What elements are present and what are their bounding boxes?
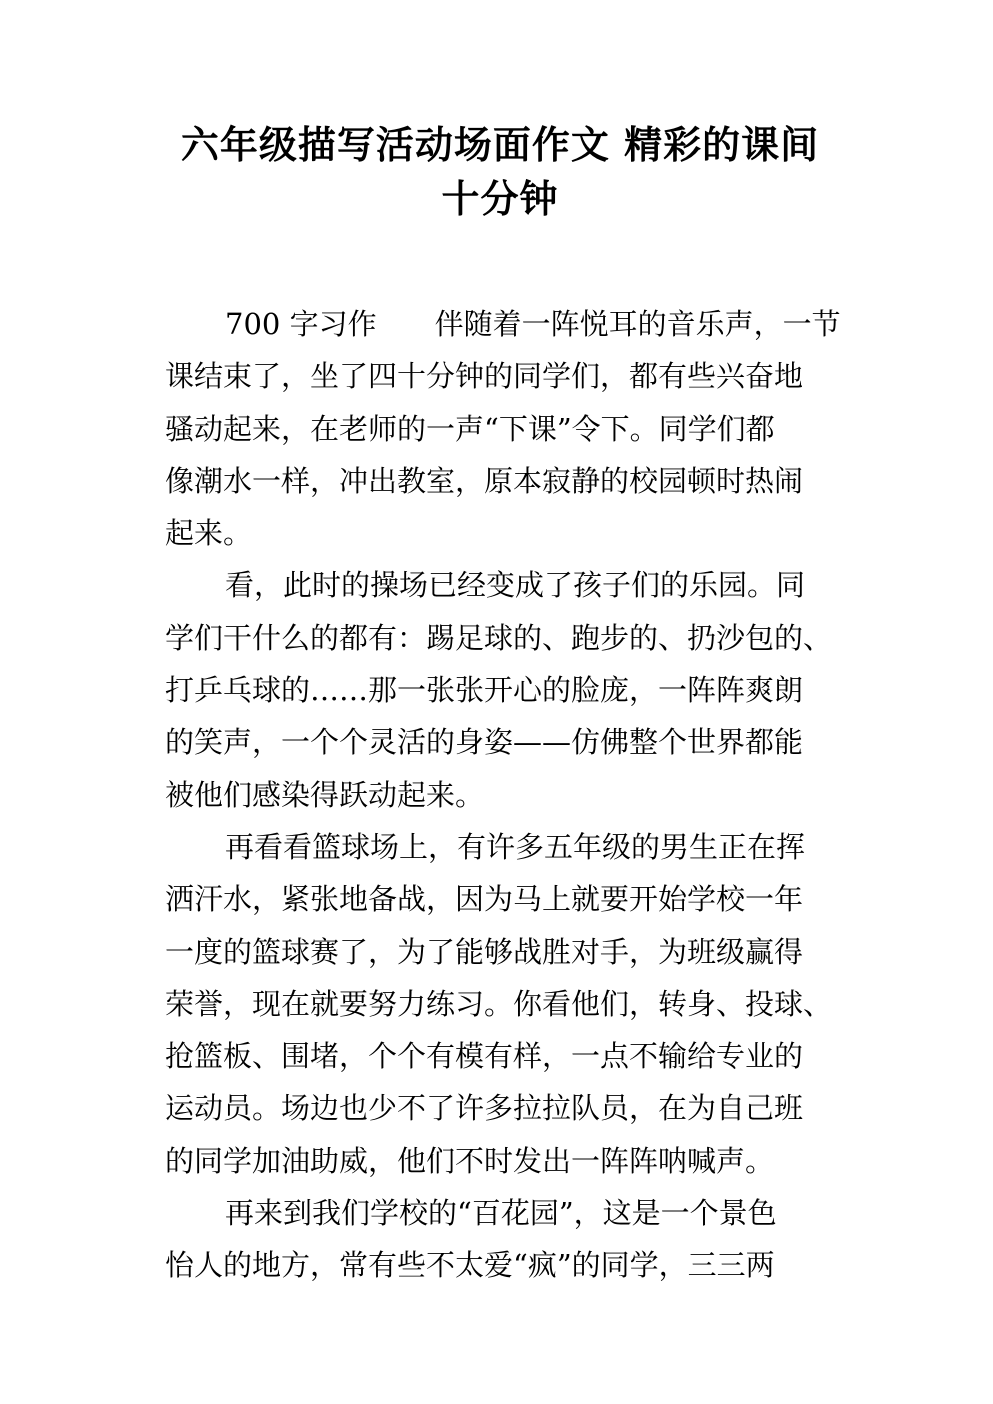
text-line: 骚动起来，在老师的一声“下课”令下。同学们都 (165, 411, 775, 446)
text-line: 课结束了，坐了四十分钟的同学们，都有些兴奋地 (165, 359, 804, 394)
text-line: 的同学加油助威，他们不时发出一阵阵呐喊声。 (165, 1143, 775, 1178)
text-line: 700 字习作 伴随着一阵悦耳的音乐声，一节 (225, 307, 841, 341)
text-line: 学们干什么的都有：踢足球的、跑步的、扔沙包的、 (165, 620, 833, 655)
text-line: 再来到我们学校的“百花园”，这是一个景色 (225, 1196, 777, 1231)
paragraph-playground (165, 559, 837, 820)
text-line: 怡人的地方，常有些不太爱“疯”的同学，三三两 (165, 1248, 775, 1283)
text-line: 被他们感染得跃动起来。 (165, 777, 485, 812)
text-line: 一度的篮球赛了，为了能够战胜对手，为班级赢得 (165, 934, 804, 969)
text-line: 的笑声，一个个灵活的身姿——仿佛整个世界都能 (165, 725, 804, 760)
document-body (165, 298, 841, 1292)
document-title (150, 118, 850, 226)
text-line: 洒汗水，紧张地备战，因为马上就要开始学校一年 (165, 882, 804, 917)
text-line: 看，此时的操场已经变成了孩子们的乐园。同 (225, 568, 806, 603)
text-line: 打乒乓球的……那一张张开心的脸庞，一阵阵爽朗 (165, 673, 804, 708)
text-line: 起来。 (165, 516, 253, 551)
text-line: 运动员。场边也少不了许多拉拉队员，在为自己班 (165, 1091, 804, 1126)
text-line: 荣誉，现在就要努力练习。你看他们，转身、投球、 (165, 986, 833, 1021)
paragraph-intro (165, 298, 841, 559)
paragraph-garden (165, 1187, 837, 1292)
text-line: 再看看篮球场上，有许多五年级的男生正在挥 (225, 829, 806, 864)
text-line: 像潮水一样，冲出教室，原本寂静的校园顿时热闹 (165, 463, 804, 498)
text-line: 抢篮板、围堵，个个有模有样，一点不输给专业的 (165, 1039, 804, 1074)
paragraph-basketball (165, 821, 837, 1187)
title-line: 六年级描写活动场面作文 精彩的课间 (180, 123, 820, 167)
title-line: 十分钟 (441, 177, 559, 221)
